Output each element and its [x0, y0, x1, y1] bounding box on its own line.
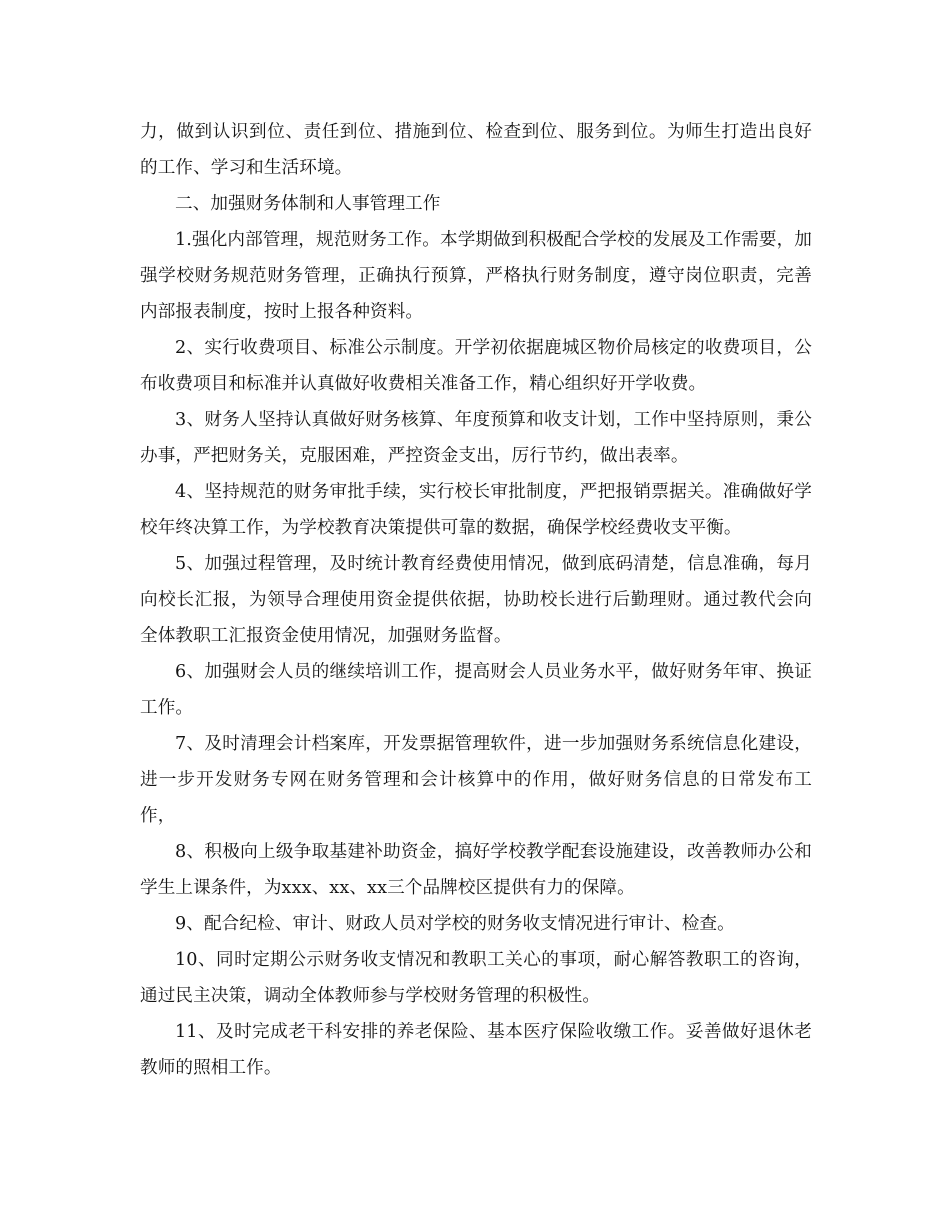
paragraph-item-2: 2、实行收费项目、标准公示制度。开学初依据鹿城区物价局核定的收费项目，公布收费项目和标准并认真做好收费相关准备工作，精心组织好开学收费。 [140, 338, 812, 394]
paragraph-item-8: 8、积极向上级争取基建补助资金，搞好学校教学配套设施建设，改善教师办公和学生上课条件，为xxx、xx、xx三个品牌校区提供有力的保障。 [140, 842, 812, 898]
paragraph-item-4: 4、坚持规范的财务审批手续，实行校长审批制度，严把报销票据关。准确做好学校年终决算工作，为学校教育决策提供可靠的数据，确保学校经费收支平衡。 [140, 482, 812, 538]
paragraph-item-10: 10、同时定期公示财务收支情况和教职工关心的事项，耐心解答教职工的咨询，通过民主决策，调动全体教师参与学校财务管理的积极性。 [140, 950, 812, 1006]
document-body [140, 114, 812, 1086]
paragraph-item-11: 11、及时完成老干科安排的养老保险、基本医疗保险收缴工作。妥善做好退休老教师的照相工作。 [140, 1022, 812, 1078]
paragraph-item-3: 3、财务人坚持认真做好财务核算、年度预算和收支计划，工作中坚持原则，秉公办事，严把财务关，克服困难，严控资金支出，厉行节约，做出表率。 [140, 410, 812, 466]
section-heading: 二、加强财务体制和人事管理工作 [175, 194, 441, 214]
paragraph-item-6: 6、加强财会人员的继续培训工作，提高财会人员业务水平，做好财务年审、换证工作。 [140, 662, 812, 718]
paragraph-item-5: 5、加强过程管理，及时统计教育经费使用情况，做到底码清楚，信息准确，每月向校长汇报，为领导合理使用资金提供依据，协助校长进行后勤理财。通过教代会向全体教职工汇报资金使用情况，加强财务监督。 [140, 554, 812, 646]
paragraph-item-1: 1.强化内部管理，规范财务工作。本学期做到积极配合学校的发展及工作需要，加强学校财务规范财务管理，正确执行预算，严格执行财务制度，遵守岗位职责，完善内部报表制度，按时上报各种资料。 [140, 230, 812, 322]
paragraph-item-9: 9、配合纪检、审计、财政人员对学校的财务收支情况进行审计、检查。 [175, 914, 735, 934]
paragraph-continuation: 力，做到认识到位、责任到位、措施到位、检查到位、服务到位。为师生打造出良好的工作、学习和生活环境。 [140, 122, 812, 178]
paragraph-item-7: 7、及时清理会计档案库，开发票据管理软件，进一步加强财务系统信息化建设，进一步开发财务专网在财务管理和会计核算中的作用，做好财务信息的日常发布工作， [140, 734, 812, 826]
